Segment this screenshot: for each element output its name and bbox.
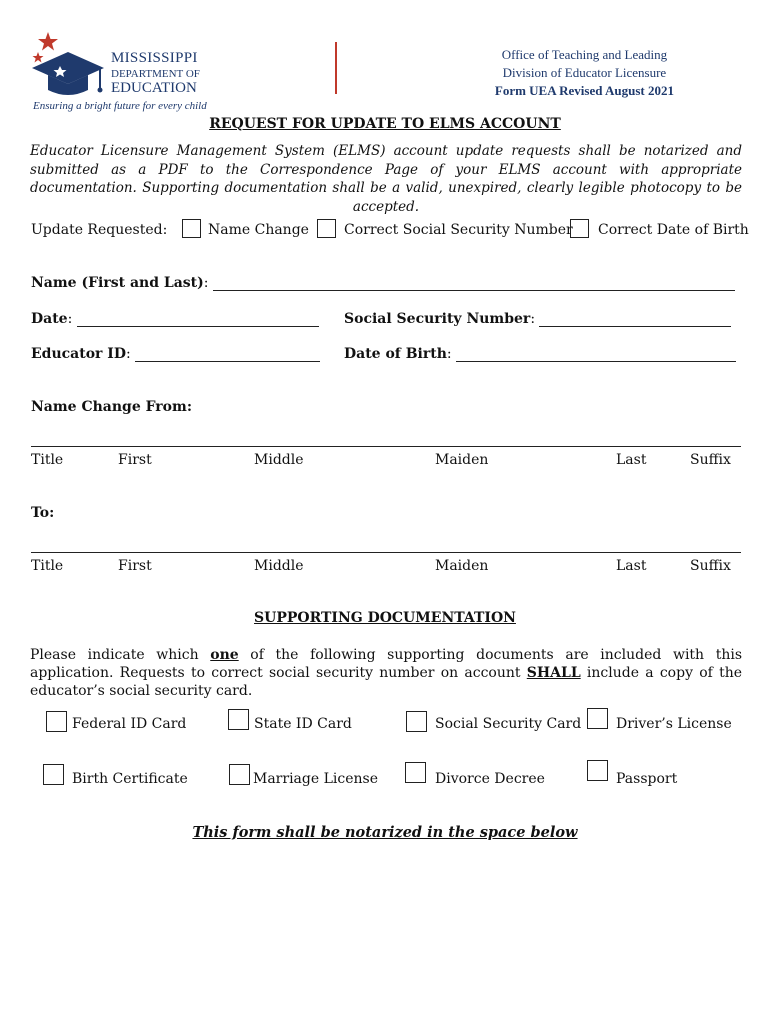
passport-label: Passport <box>616 771 678 787</box>
marriage-license-checkbox[interactable] <box>229 764 250 785</box>
notary-note: This form shall be notarized in the space below <box>192 824 578 841</box>
correct-ssn-checkbox[interactable] <box>317 219 336 238</box>
date-line[interactable] <box>77 312 319 327</box>
supporting-paragraph <box>30 646 742 700</box>
to-col-suffix: Suffix <box>690 558 731 574</box>
office-line-2: Division of Educator Licensure <box>502 65 667 80</box>
logo-line-2: DEPARTMENT OF <box>111 68 200 80</box>
marriage-license-label: Marriage License <box>253 771 378 787</box>
name-change-to-label: To: <box>31 505 55 521</box>
office-block <box>495 46 674 100</box>
name-change-from-label: Name Change From: <box>31 399 192 415</box>
office-line-1: Office of Teaching and Leading <box>501 47 668 62</box>
divorce-decree-checkbox[interactable] <box>405 762 426 783</box>
ssn-field[interactable]: Social Security Number: <box>344 311 731 327</box>
to-col-middle: Middle <box>254 558 304 574</box>
date-field-label: Date <box>31 311 68 327</box>
para-part-3: include a copy of the educator’s social security card. <box>30 665 743 699</box>
dob-line[interactable] <box>456 347 736 362</box>
correct-ssn-label: Correct Social Security Number <box>344 222 573 238</box>
ssn-line[interactable] <box>539 312 731 327</box>
supporting-heading: SUPPORTING DOCUMENTATION <box>254 610 516 626</box>
from-col-maiden: Maiden <box>435 452 489 468</box>
ssn-field-label: Social Security Number <box>344 311 531 327</box>
form-title: REQUEST FOR UPDATE TO ELMS ACCOUNT <box>209 116 561 132</box>
name-change-checkbox[interactable] <box>182 219 201 238</box>
logo-line-1: MISSISSIPPI <box>111 50 198 66</box>
social-security-card-label: Social Security Card <box>435 716 582 732</box>
educator-id-line[interactable] <box>135 347 320 362</box>
to-col-title: Title <box>31 558 64 574</box>
update-requested-label: Update Requested: <box>31 222 168 238</box>
logo-tagline: Ensuring a bright future for every child <box>33 100 207 112</box>
educator-id-field[interactable]: Educator ID: <box>31 346 320 362</box>
dob-field-label: Date of Birth <box>344 346 447 362</box>
to-col-maiden: Maiden <box>435 558 489 574</box>
header-divider <box>335 42 337 94</box>
drivers-license-label: Driver’s License <box>616 716 732 732</box>
from-col-first: First <box>118 452 152 468</box>
birth-certificate-label: Birth Certificate <box>72 771 188 787</box>
para-shall: SHALL <box>526 665 581 681</box>
dob-field[interactable]: Date of Birth: <box>344 346 736 362</box>
intro-paragraph: Educator Licensure Management System (ELMS) account update requests shall be notarized and submitted as a PDF to the Correspondence Page of your ELMS account with appropriate documentation. Supporting documentation shall be a valid, unexpired, clearly legible photocopy to be accepted. <box>30 143 742 215</box>
from-col-middle: Middle <box>254 452 304 468</box>
correct-dob-checkbox[interactable] <box>570 219 589 238</box>
form-id: Form UEA Revised August 2021 <box>494 83 674 98</box>
name-field[interactable]: Name (First and Last): <box>31 275 735 291</box>
date-field[interactable]: Date: <box>31 311 319 327</box>
educator-id-label: Educator ID <box>31 346 126 362</box>
state-id-label: State ID Card <box>254 716 352 732</box>
federal-id-label: Federal ID Card <box>72 716 187 732</box>
name-change-to-line[interactable] <box>31 552 741 553</box>
logo-line-3: EDUCATION <box>111 80 197 96</box>
para-one: one <box>210 647 239 663</box>
divorce-decree-label: Divorce Decree <box>435 771 545 787</box>
from-col-last: Last <box>616 452 647 468</box>
name-change-from-line[interactable] <box>31 446 741 447</box>
name-line[interactable] <box>213 276 735 291</box>
name-field-label: Name (First and Last) <box>31 275 204 291</box>
to-col-first: First <box>118 558 152 574</box>
para-part-2: of the following supporting documents are included with this application. Requests to correct social security number on account <box>30 647 743 681</box>
state-id-checkbox[interactable] <box>228 709 249 730</box>
from-col-suffix: Suffix <box>690 452 731 468</box>
social-security-card-checkbox[interactable] <box>406 711 427 732</box>
to-col-last: Last <box>616 558 647 574</box>
drivers-license-checkbox[interactable] <box>587 708 608 729</box>
passport-checkbox[interactable] <box>587 760 608 781</box>
birth-certificate-checkbox[interactable] <box>43 764 64 785</box>
graduation-cap-icon <box>30 30 120 105</box>
federal-id-checkbox[interactable] <box>46 711 67 732</box>
name-change-label: Name Change <box>208 222 309 238</box>
from-col-title: Title <box>31 452 64 468</box>
correct-dob-label: Correct Date of Birth <box>598 222 749 238</box>
para-part-1: Please indicate which <box>30 647 211 663</box>
